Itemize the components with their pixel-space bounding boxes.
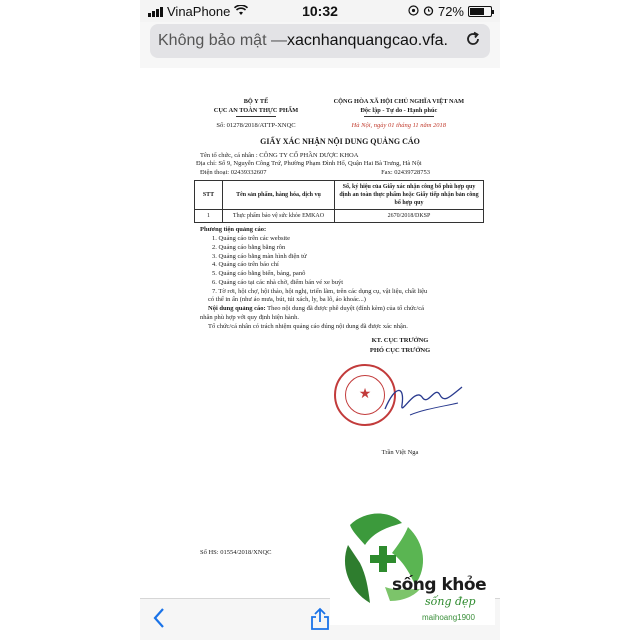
file-number: Số HS: 01554/2018/XNQC — [200, 549, 272, 556]
responsibility-text: Tổ chức/cá nhân có trách nhiệm quảng cáo đúng nội dung đã được xác nhận. — [208, 322, 408, 330]
table-row — [195, 210, 484, 223]
content-label: Nội dung quảng cáo: — [208, 305, 266, 313]
list-item: 4. Quảng cáo trên báo chí — [212, 261, 279, 269]
document-title: GIẤY XÁC NHẬN NỘI DUNG QUẢNG CÁO — [260, 136, 420, 146]
fax-line: Fax: 02439728753 — [381, 169, 430, 177]
share-button[interactable] — [310, 607, 330, 637]
brand-logo — [330, 505, 495, 625]
clock: 10:32 — [302, 3, 338, 19]
alarm-icon — [423, 4, 434, 19]
list-item: 7. Tờ rơi, hội chợ, hội thảo, hội nghị, triển lãm, trên các dụng cụ, vật liệu, chất liệu — [212, 287, 428, 295]
media-heading: Phương tiện quảng cáo: — [200, 226, 267, 234]
place-date: Hà Nội, ngày 01 tháng 11 năm 2018 — [351, 122, 447, 129]
org-line: Tên tổ chức, cá nhân : CÔNG TY CỔ PHẦN DƯỢC KHOA — [200, 151, 359, 159]
list-item: 2. Quảng cáo bằng băng rôn — [212, 243, 286, 251]
star-icon: ★ — [345, 375, 385, 415]
battery-icon — [468, 6, 492, 17]
battery-percent: 72% — [437, 4, 464, 19]
table-header: Tên sản phẩm, hàng hóa, dịch vụ — [223, 180, 335, 209]
security-label: Không bảo mật — — [158, 32, 287, 49]
motto: Độc lập - Tự do - Hạnh phúc — [360, 106, 438, 114]
chevron-left-icon — [152, 607, 166, 629]
signature-mark — [380, 367, 465, 427]
url-text: xacnhanquangcao.vfa. — [286, 32, 448, 49]
phone-line: Điện thoại: 02439332607 — [200, 169, 267, 177]
list-item: 3. Quảng cáo bằng màn hình điện tử — [212, 252, 307, 260]
ministry-name: BỘ Y TẾ — [243, 98, 269, 105]
certificate-document — [196, 98, 480, 457]
media-list — [208, 235, 480, 305]
list-item: có thể in ấn (như áo mưa, bút, túi xách, ly, ba lô, áo khoác...) — [208, 296, 366, 304]
product-table — [194, 180, 484, 223]
list-item: 1. Quảng cáo trên các website — [212, 235, 290, 242]
watermark-text: maihoang1900 — [422, 613, 475, 622]
reload-icon[interactable] — [464, 30, 482, 53]
list-item: 6. Quảng cáo tại các nhà chờ, điểm bán vé xe buýt — [212, 278, 344, 286]
location-icon — [408, 4, 419, 19]
sign-subtitle: PHÓ CỤC TRƯỞNG — [369, 347, 431, 355]
department-name: CỤC AN TOÀN THỰC PHẨM — [213, 106, 299, 114]
share-icon — [310, 607, 330, 631]
list-item: 5. Quảng cáo bằng biển, bảng, panô — [212, 270, 306, 278]
sign-title: KT. CỤC TRƯỞNG — [371, 337, 429, 345]
content-text-continued: nhân phù hợp với quy định hiện hành. — [200, 313, 299, 321]
address-bar[interactable] — [150, 24, 490, 58]
table-header: Số, ký hiệu của Giấy xác nhận công bố phù hợp quy định an toàn thực phẩm hoặc Giấy tiếp nhận bản công bố hợp quy — [335, 180, 484, 209]
signature-block — [200, 337, 480, 455]
doc-number: Số: 01278/2018/ATTP-XNQC — [216, 122, 296, 129]
table-cell: Thực phẩm bảo vệ sức khỏe EMKAO — [223, 210, 335, 223]
leaf-cross-icon — [330, 505, 440, 615]
content-text: Theo nội dung đã được phê duyệt (đính kèm) của tổ chức/cá — [265, 305, 424, 313]
country-name: CỘNG HÒA XÃ HỘI CHỦ NGHĨA VIỆT NAM — [333, 98, 465, 105]
table-cell: 2670/2018/DKSP — [335, 210, 484, 223]
logo-sub-text: sống đẹp — [425, 595, 476, 608]
table-cell: 1 — [195, 210, 223, 223]
carrier-name: VinaPhone — [167, 4, 231, 19]
address-line: Địa chỉ: Số 9, Nguyễn Công Trứ, Phường Phạm Đình Hổ, Quận Hai Bà Trưng, Hà Nội — [196, 160, 422, 168]
table-header: STT — [195, 180, 223, 209]
logo-main-text: sống khỏe — [392, 575, 487, 595]
signer-name: Trần Việt Nga — [381, 449, 419, 457]
back-button[interactable] — [152, 607, 166, 635]
status-bar — [140, 0, 500, 22]
